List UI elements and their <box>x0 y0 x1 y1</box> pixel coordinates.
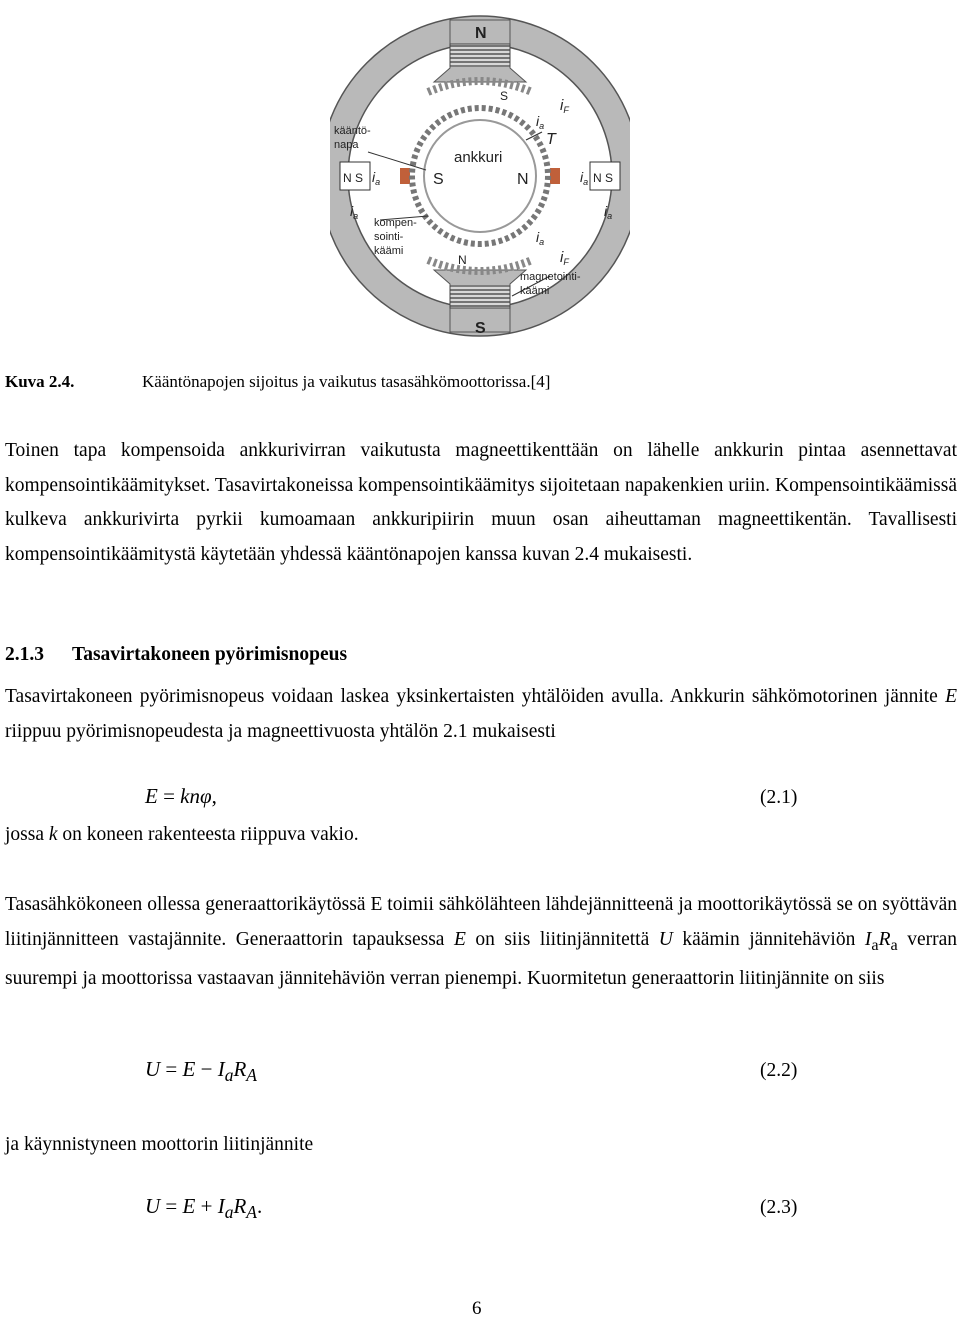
motor-diagram-svg <box>330 0 630 352</box>
svg-text:iF: $i_F$ <box>560 97 569 115</box>
svg-text:N: N <box>517 171 529 188</box>
equation-2-2: $U = E - I_aR_A$ <box>145 1057 257 1086</box>
svg-text:ia: $i_a$ <box>372 169 381 187</box>
pole-bottom-label: S <box>475 320 486 337</box>
equation-number-2-2: (2.2) <box>760 1060 798 1081</box>
paragraph-2: Tasavirtakoneen pyörimisnopeus voidaan laskea yksinkertaisten yhtälöiden avulla. Ankkurin sähkömotorinen jännite E riippuu pyörimisnopeudesta ja magneettivuosta yhtälön 2.1 mukaisesti <box>5 686 957 742</box>
equation-2-1: E = knφ, <box>145 784 217 808</box>
kaantonapa-label: kääntö-napa <box>334 125 371 151</box>
field-coil-top <box>450 44 510 66</box>
equation-2-3: $U = E + I_aR_A$. <box>145 1194 263 1223</box>
armature-label: ankkuri <box>454 149 503 166</box>
figure-caption <box>5 372 550 392</box>
svg-text:N S: N S <box>593 171 614 185</box>
svg-text:S: S <box>500 89 509 103</box>
svg-text:ia: $i_a$ <box>536 229 545 247</box>
caption-text: Kääntönapojen sijoitus ja vaikutus tasasähkömoottorissa.[4] <box>142 372 551 391</box>
svg-text:N S: N S <box>343 171 364 185</box>
svg-text:T: T <box>546 131 556 148</box>
equation-number-2-1: (2.1) <box>760 787 798 808</box>
paragraph-1: Toinen tapa kompensoida ankkurivirran vaikutusta magneettikenttään on lähelle ankkurin pintaa asennettavat kompensointikäämitykset. Tasavirtakoneissa kompensointikäämitys sijoitetaan napakenkien uriin. Kompensointikäämissä kulkeva ankkurivirta pyrkii kumoamaan ankkuripiirin muun osan aiheuttaman magneettikentän. Tavallisesti kompensointikäämitystä käytetään yhdessä kääntönapojen kanssa kuvan 2.4 mukaisesti. <box>5 440 957 565</box>
ja-line: ja käynnistyneen moottorin liitinjännite <box>5 1134 314 1155</box>
jossa-line: jossa k on koneen rakenteesta riippuva vakio. <box>5 824 359 845</box>
section-heading <box>5 644 347 666</box>
equation-number-2-3: (2.3) <box>760 1197 798 1218</box>
motor-diagram <box>330 0 630 352</box>
page-number: 6 <box>472 1298 482 1319</box>
svg-text:ia: $i_a$ <box>604 203 613 221</box>
paragraph-3: Tasasähkökoneen ollessa generaattorikäytössä E toimii sähkölähteen lähdejännitteenä ja moottorikäytössä se on syöttävän liitinjännitteen vastajännite. Generaattorin tapauksessa E on siis liitinjännitettä U käämin jännitehäviön $I_aR_a$ verran suurempi ja moottorissa vastaavan jännitehäviön verran pienempi. Kuormitetun generaattorin liitinjännite on siis <box>5 894 957 989</box>
svg-text:N: N <box>458 253 467 267</box>
svg-text:iF: $i_F$ <box>560 249 569 267</box>
svg-text:ia: $i_a$ <box>536 113 545 131</box>
svg-text:ia: $i_a$ <box>350 203 359 221</box>
kompensointikaami-label: kompen-sointi-käämi <box>374 217 417 257</box>
pole-top-label: N <box>475 25 487 42</box>
field-coil-bottom <box>450 286 510 308</box>
section-title: Tasavirtakoneen pyörimisnopeus <box>72 644 348 665</box>
caption-number: Kuva 2.4. <box>5 372 75 391</box>
svg-text:S: S <box>433 171 444 188</box>
svg-text:ia: $i_a$ <box>580 169 589 187</box>
magnetointikaami-label: magnetointi-käämi <box>520 271 581 297</box>
section-number: 2.1.3 <box>5 644 44 665</box>
